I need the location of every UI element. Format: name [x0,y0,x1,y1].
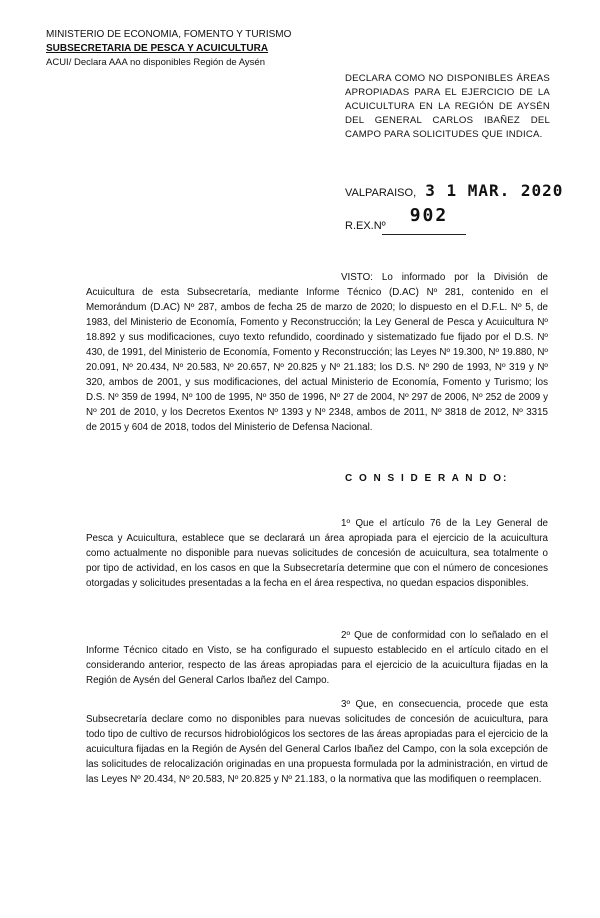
considerando-3: 3º Que, en consecuencia, procede que esta Subsecretaría declare como no disponibles para nuevas solicitudes de concesión de acuicultura, para todo tipo de cultivo de recursos hidrobiológicos los sectores de las áreas apropiadas para el ejercicio de la acuicultura fijadas en la Región de Aysén del General Carlos Ibañez del Campo, con la sola excepción de las solicitudes de relocalización originadas en una propuesta formulada por la administración, en virtud de las Leyes Nº 20.434, Nº 20.583, Nº 20.825 y Nº 21.183, o la normativa que las modifiquen o reemplacen. [86,699,548,785]
considerando-2: 2º Que de conformidad con lo señalado en el Informe Técnico citado en Visto, se ha configurado el supuesto establecido en el artículo citado en el considerando anterior, respecto de las áreas apropiadas para el ejercicio de la acuicultura fijadas en la Región de Aysén del General Carlos Ibañez del Campo. [86,630,548,686]
date-stamp: 3 1 MAR. 2020 [425,181,564,200]
letterhead [46,28,291,70]
resolution-summary: DECLARA COMO NO DISPONIBLES ÁREAS APROPIADAS PARA EL EJERCICIO DE LA ACUICULTURA EN LA REGIÓN DE AYSÉN DEL GENERAL CARLOS IBAÑEZ DEL CAMPO PARA SOLICITUDES QUE INDICA. [345,73,550,140]
ministry-name: MINISTERIO DE ECONOMIA, FOMENTO Y TURISMO [46,29,292,40]
place-date [345,181,563,200]
resolution-number [345,205,466,235]
rex-underline [382,205,466,235]
place-label: VALPARAISO, [345,187,417,199]
considerando-1: 1º Que el artículo 76 de la Ley General de Pesca y Acuicultura, establece que se declarará un área apropiada para el ejercicio de la acuicultura como actualmente no disponible para nuevas solicitudes de concesión de acuicultura, sea totalmente o por tipo de actividad, en los casos en que la Subsecretaría determine que con el número de concesiones otorgadas y solicitudes presentadas a la fecha en el área respectiva, no quedan espacios disponibles. [86,518,548,589]
rex-number: 902 [409,205,449,226]
considerando-title: C O N S I D E R A N D O: [345,473,509,484]
visto-paragraph: VISTO: Lo informado por la División de Acuicultura de esta Subsecretaría, mediante Informe Técnico (D.AC) Nº 281, contenido en el Memorándum (D.AC) Nº 287, ambos de fecha 25 de marzo de 2020; lo dispuesto en el D.F.L. Nº 5, de 1983, del Ministerio de Economía, Fomento y Reconstrucción; la Ley General de Pesca y Acuicultura Nº 18.892 y sus modificaciones, cuyo texto refundido, coordinado y sistematizado fue fijado por el D.S. Nº 430, de 1991, del Ministerio de Economía, Fomento y Reconstrucción; las Leyes Nº 19.300, Nº 19.880, Nº 20.091, Nº 20.434, Nº 20.583, Nº 20.657, Nº 20.825 y Nº 21.183; los D.S. Nº 290 de 1993, Nº 319 y Nº 320, ambos de 2001, y sus modificaciones, del actual Ministerio de Economía, Fomento y Turismo; los D.S. Nº 359 de 1994, Nº 100 de 1995, Nº 350 de 1996, Nº 27 de 2004, Nº 297 de 2006, Nº 252 de 2009 y Nº 201 de 2010, y los Decretos Exentos Nº 1393 y Nº 2348, ambos de 2011, Nº 3818 de 2012, Nº 3315 de 2015 y 604 de 2018, todos del Ministerio de Defensa Nacional. [86,272,548,433]
reference-line: ACUI/ Declara AAA no disponibles Región de Aysén [46,57,265,68]
rex-label: R.EX.Nº [345,220,386,232]
subsecretaria-name: SUBSECRETARIA DE PESCA Y ACUICULTURA [46,43,269,54]
